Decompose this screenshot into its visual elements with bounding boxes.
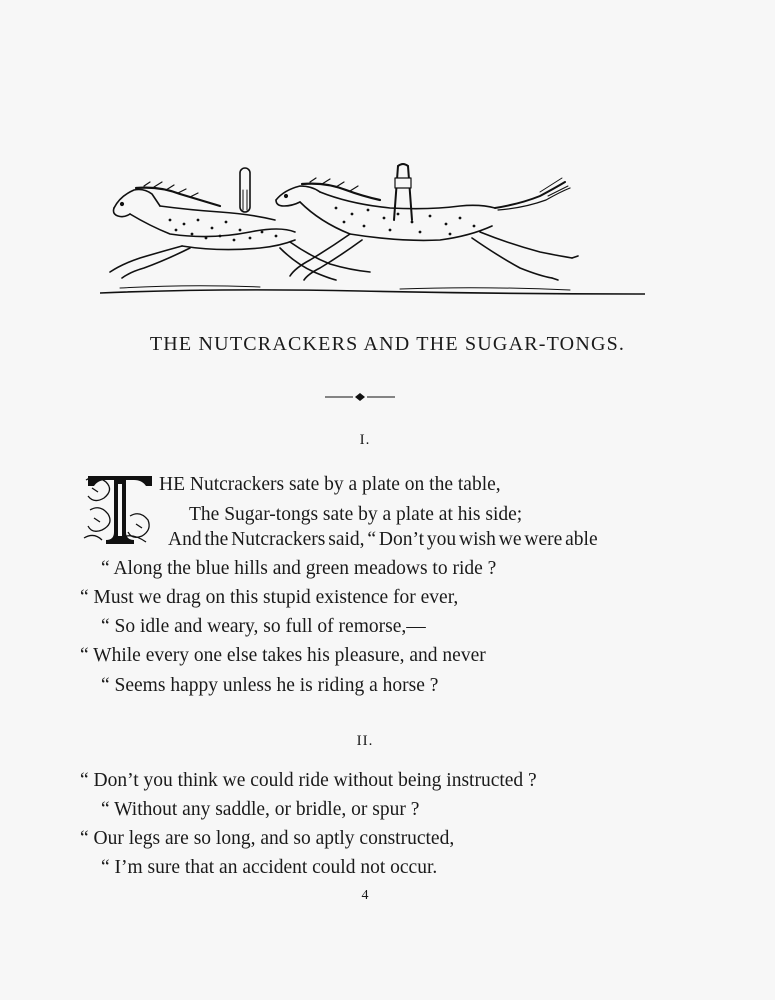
verse-line: “ Along the blue hills and green meadows to ride ? [101, 558, 497, 579]
verse-line: The Sugar-tongs sate by a plate at his side; [189, 504, 523, 525]
decorated-drop-cap [80, 470, 156, 546]
verse-line: “ Seems happy unless he is riding a horse ? [101, 675, 439, 696]
verse-line: “ While every one else takes his pleasure, and never [80, 645, 486, 666]
section-numeral-1: I. [359, 432, 371, 448]
verse-line: And the Nutcrackers said, “ Don’t you wish we were able [168, 529, 598, 550]
section-numeral-2: II. [356, 733, 374, 749]
verse-line: “ Must we drag on this stupid existence for ever, [80, 587, 459, 608]
verse-line: “ So idle and weary, so full of remorse,— [101, 616, 426, 637]
divider-ornament [325, 390, 395, 404]
verse-line: “ Don’t you think we could ride without being instructed ? [80, 770, 537, 791]
verse-line: HE Nutcrackers sate by a plate on the table, [159, 474, 501, 495]
verse-line: “ Without any saddle, or bridle, or spur ? [101, 799, 420, 820]
page-number: 4 [361, 888, 369, 903]
verse-line: “ Our legs are so long, and so aptly constructed, [80, 828, 455, 849]
verse-line: “ I’m sure that an accident could not occur. [101, 857, 438, 878]
horses-illustration [100, 160, 645, 300]
page-title: THE NUTCRACKERS AND THE SUGAR-TONGS. [149, 333, 626, 355]
horse-right [276, 164, 578, 280]
